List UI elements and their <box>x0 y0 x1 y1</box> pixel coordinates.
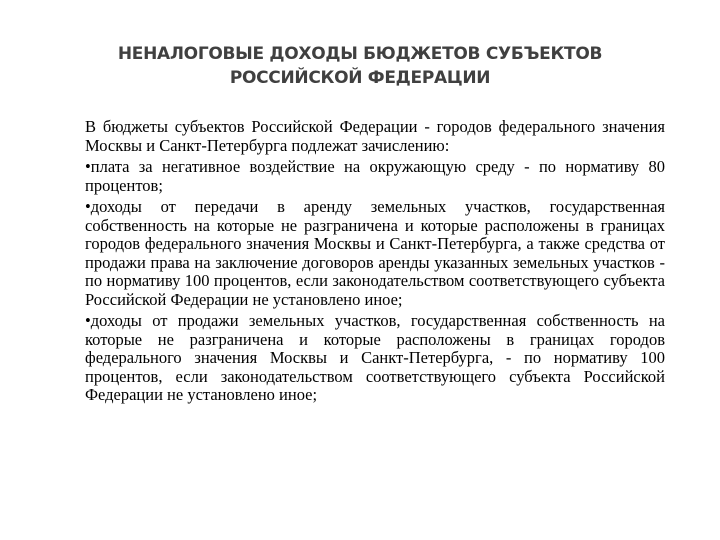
slide-title-line-1: НЕНАЛОГОВЫЕ ДОХОДЫ БЮДЖЕТОВ СУБЪЕКТОВ <box>117 44 603 64</box>
intro-paragraph: В бюджеты субъектов Российской Федерации - городов федерального значения Москвы и Санкт-Петербурга подлежат зачислению: <box>85 117 665 155</box>
bullet-item-land-sale-income: •доходы от продажи земельных участков, государственная собственность на которые не разграничена и которые расположены в границах городов федерального значения Москвы и Санкт-Петербурга, - по нормативу 100 процентов, если законодательством соответствующего субъекта Российской Федерации не установлено иное; <box>85 311 665 404</box>
bullet-item-environment-fee: •плата за негативное воздействие на окружающую среду - по нормативу 80 процентов; <box>85 157 665 195</box>
slide-title <box>60 42 660 90</box>
slide-body <box>85 118 665 408</box>
slide-title-line-2: РОССИЙСКОЙ ФЕДЕРАЦИИ <box>229 68 491 88</box>
bullet-item-land-lease-income: •доходы от передачи в аренду земельных участков, государственная собственность на которые не разграничена и которые расположены в границах городов федерального значения Москвы и Санкт-Петербурга, а также средства от продажи права на заключение договоров аренды указанных земельных участков - по нормативу 100 процентов, если законодательством соответствующего субъекта Российской Федерации не установлено иное; <box>85 197 665 309</box>
